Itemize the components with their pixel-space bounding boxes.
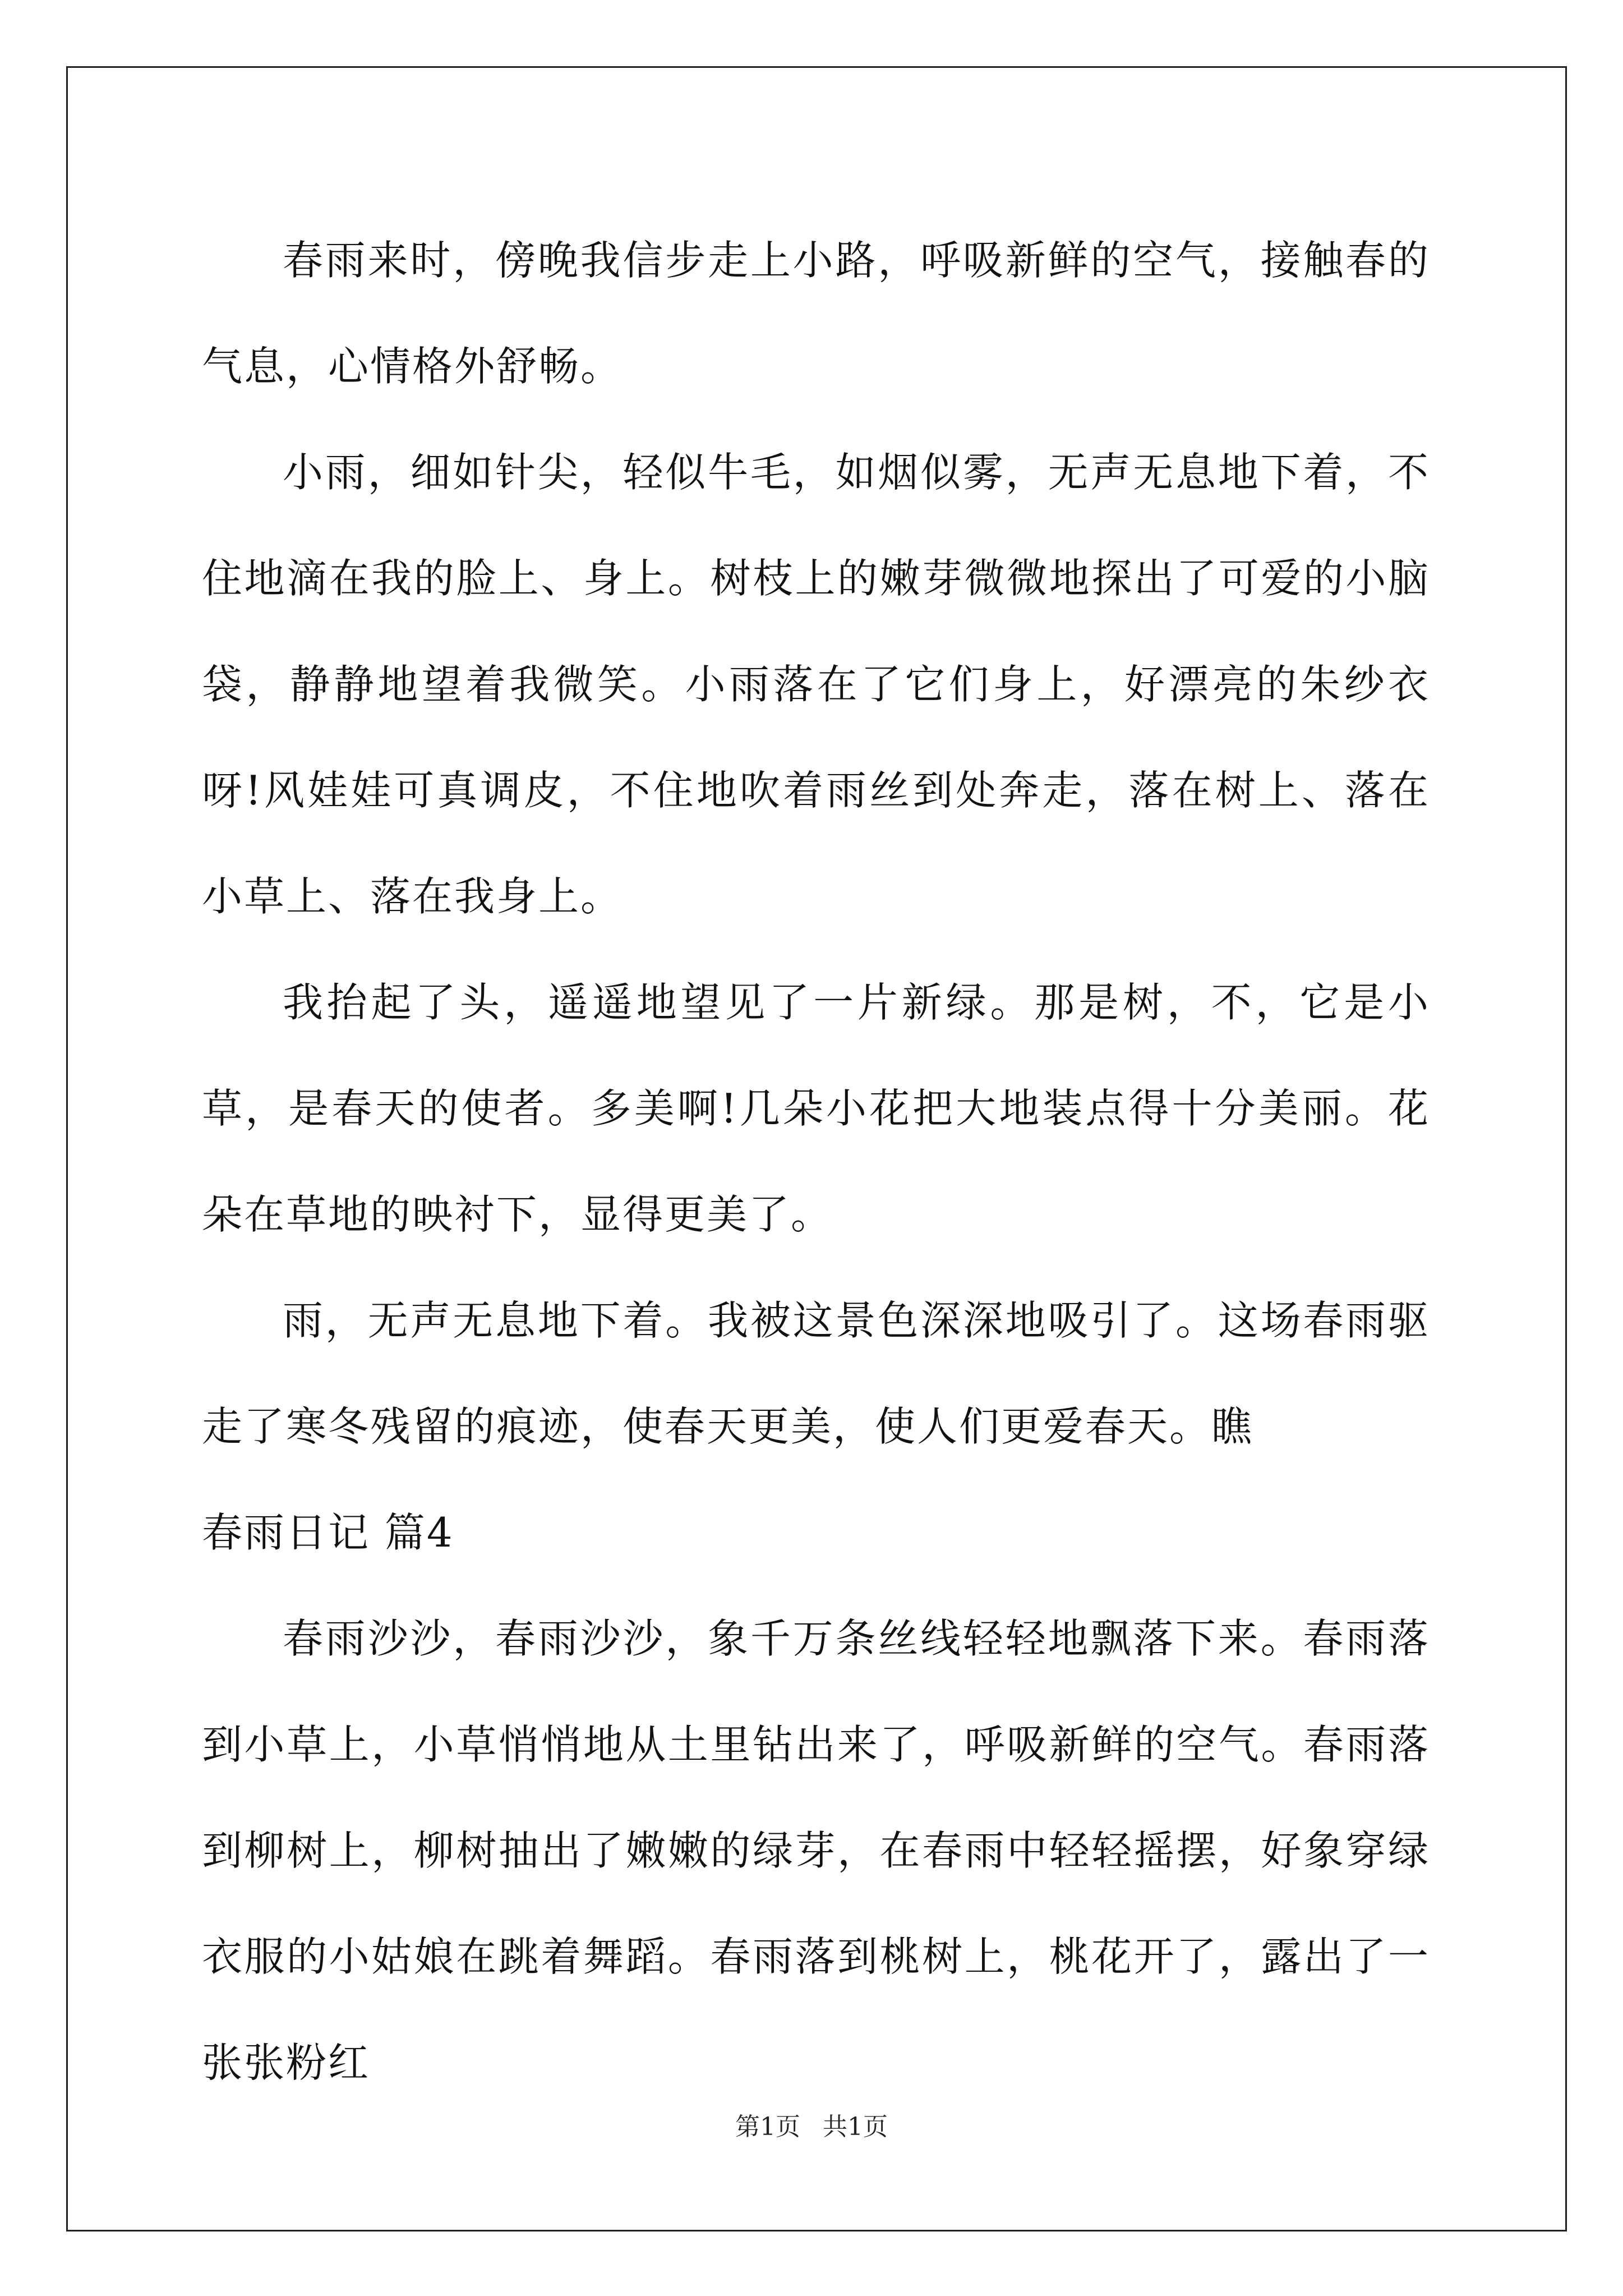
page-number: 第1页 — [735, 2113, 800, 2141]
document-body — [202, 208, 1430, 2116]
page-footer — [0, 2106, 1623, 2142]
section-heading: 春雨日记 篇4 — [202, 1509, 454, 1556]
paragraph: 春雨来时，傍晚我信步走上小路，呼吸新鲜的空气，接触春的气息，心情格外舒畅。 — [202, 237, 1430, 390]
page-total: 共1页 — [823, 2113, 888, 2141]
paragraph: 我抬起了头，遥遥地望见了一片新绿。那是树，不，它是小草，是春天的使者。多美啊!几朵小花把大地装点得十分美丽。花朵在草地的映衬下，显得更美了。 — [202, 979, 1430, 1238]
paragraph: 小雨，细如针尖，轻似牛毛，如烟似雾，无声无息地下着，不住地滴在我的脸上、身上。树枝上的嫩芽微微地探出了可爱的小脑袋，静静地望着我微笑。小雨落在了它们身上，好漂亮的朱纱衣呀!风娃娃可真调皮，不住地吹着雨丝到处奔走，落在树上、落在小草上、落在我身上。 — [202, 449, 1430, 920]
paragraph: 春雨沙沙，春雨沙沙，象千万条丝线轻轻地飘落下来。春雨落到小草上，小草悄悄地从土里钻出来了，呼吸新鲜的空气。春雨落到柳树上，柳树抽出了嫩嫩的绿芽，在春雨中轻轻摇摆，好象穿绿衣服的小姑娘在跳着舞蹈。春雨落到桃树上，桃花开了，露出了一张张粉红 — [202, 1615, 1430, 2086]
paragraph: 雨，无声无息地下着。我被这景色深深地吸引了。这场春雨驱走了寒冬残留的痕迹，使春天更美，使人们更爱春天。瞧 — [202, 1297, 1430, 1450]
